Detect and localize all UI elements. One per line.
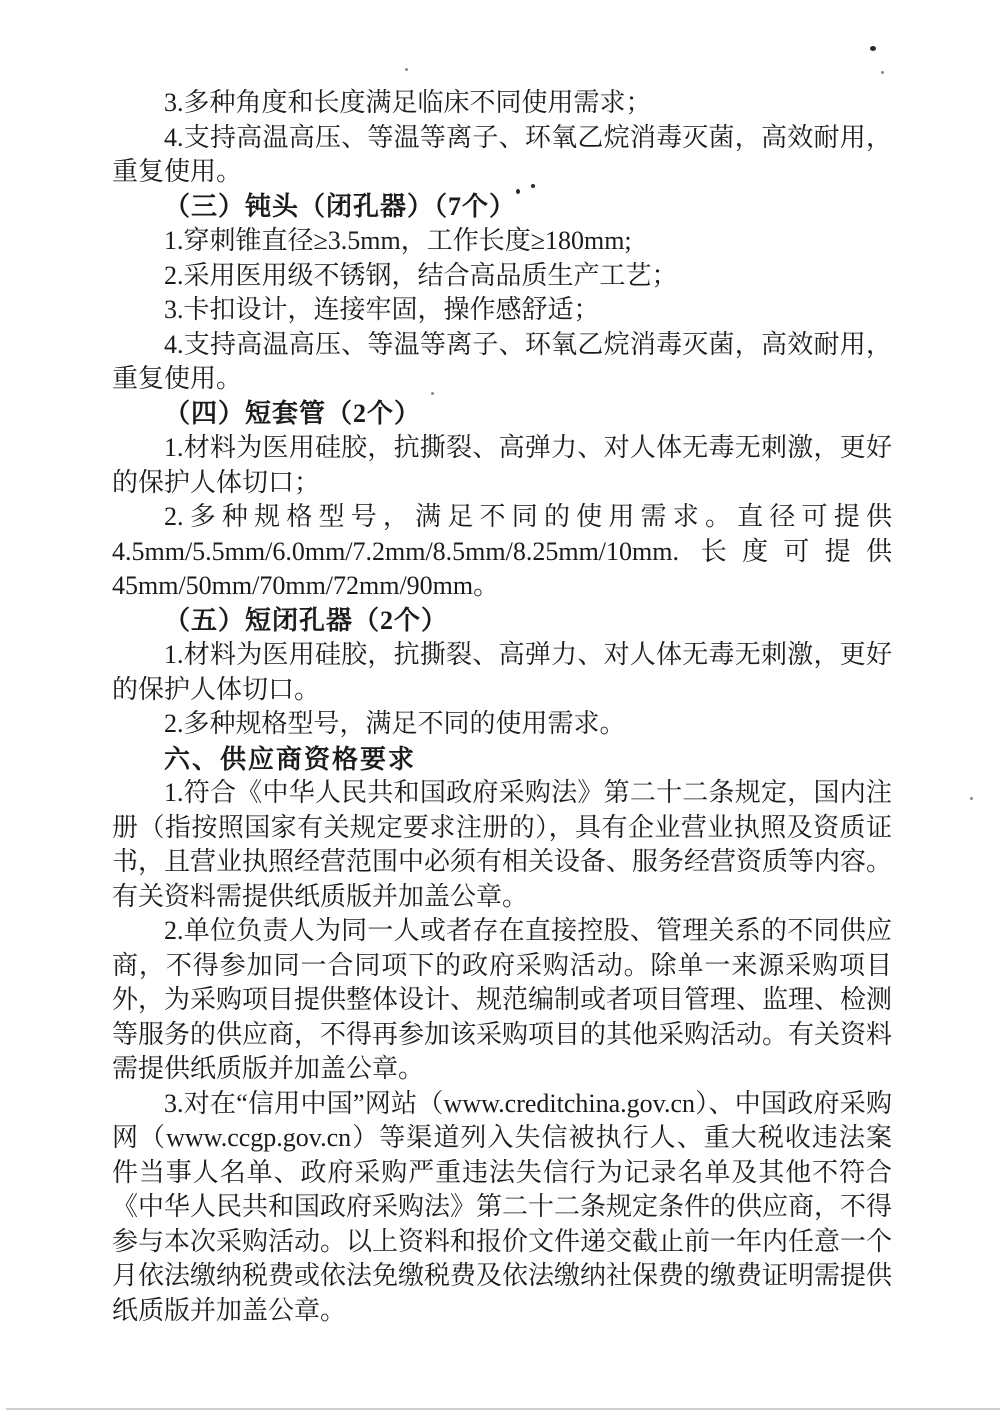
paragraph: 2.采用医用级不锈钢，结合高品质生产工艺； (164, 260, 678, 290)
paragraph: 2.多种规格型号，满足不同的使用需求。 (164, 709, 626, 738)
section-heading: 六、供应商资格要求 (164, 743, 417, 774)
paragraph: 2.多种规格型号，满足不同的使用需求。直径可提供4.5mm/5.5mm/6.0mm/7.2mm/8.5mm/8.25mm/10mm. 长度可提供45mm/50mm/70mm/72mm/90mm。 (112, 502, 892, 600)
scan-speck (405, 68, 408, 71)
paragraph: 1.符合《中华人民共和国政府采购法》第二十二条规定，国内注册（指按照国家有关规定要求注册的），具有企业营业执照及资质证书，且营业执照经营范围中必须有相关设备、服务经营资质等内容。有关资料需提供纸质版并加盖公章。 (112, 778, 893, 911)
paragraph: 3.卡扣设计，连接牢固，操作感舒适； (164, 295, 600, 324)
section-heading: （三）钝头（闭孔器）（7个） (164, 191, 517, 221)
scan-speck (516, 189, 520, 194)
section-heading: （四）短套管（2个） (164, 398, 422, 428)
document-body (112, 86, 892, 1328)
scan-edge-line (6, 1408, 1000, 1410)
paragraph: 1.材料为医用硅胶，抗撕裂、高弹力、对人体无毒无刺激，更好的保护人体切口。 (112, 640, 892, 704)
paragraph: 4.支持高温高压、等温等离子、环氧乙烷消毒灭菌，高效耐用，重复使用。 (112, 122, 892, 186)
paragraph: 2.单位负责人为同一人或者存在直接控股、管理关系的不同供应商，不得参加同一合同项下的政府采购活动。除单一来源采购项目外，为采购项目提供整体设计、规范编制或者项目管理、监理、检测等服务的供应商，不得再参加该采购项目的其他采购活动。有关资料需提供纸质版并加盖公章。 (112, 916, 893, 1083)
scan-speck (531, 184, 535, 188)
scan-speck (970, 797, 973, 800)
scan-speck (870, 46, 876, 51)
paragraph: 3.对在“信用中国”网站（www.creditchina.gov.cn）、中国政府采购网（www.ccgp.gov.cn）等渠道列入失信被执行人、重大税收违法案件当事人名单、政府采购严重违法失信行为记录名单及其他不符合《中华人民共和国政府采购法》第二十二条规定条件的供应商，不得参与本次采购活动。以上资料和报价文件递交截止前一年内任意一个月依法缴纳税费或依法免缴税费及依法缴纳社保费的缴费证明需提供纸质版并加盖公章。 (112, 1088, 893, 1325)
section-heading: （五）短闭孔器（2个） (164, 605, 449, 635)
paragraph: 3.多种角度和长度满足临床不同使用需求； (164, 88, 652, 117)
paragraph: 1.材料为医用硅胶，抗撕裂、高弹力、对人体无毒无刺激，更好的保护人体切口； (112, 433, 892, 497)
paragraph: 4.支持高温高压、等温等离子、环氧乙烷消毒灭菌，高效耐用，重复使用。 (112, 329, 892, 393)
scan-speck (431, 392, 434, 395)
paragraph: 1.穿刺锥直径≥3.5mm，工作长度≥180mm; (164, 226, 632, 255)
scan-speck (881, 71, 884, 74)
